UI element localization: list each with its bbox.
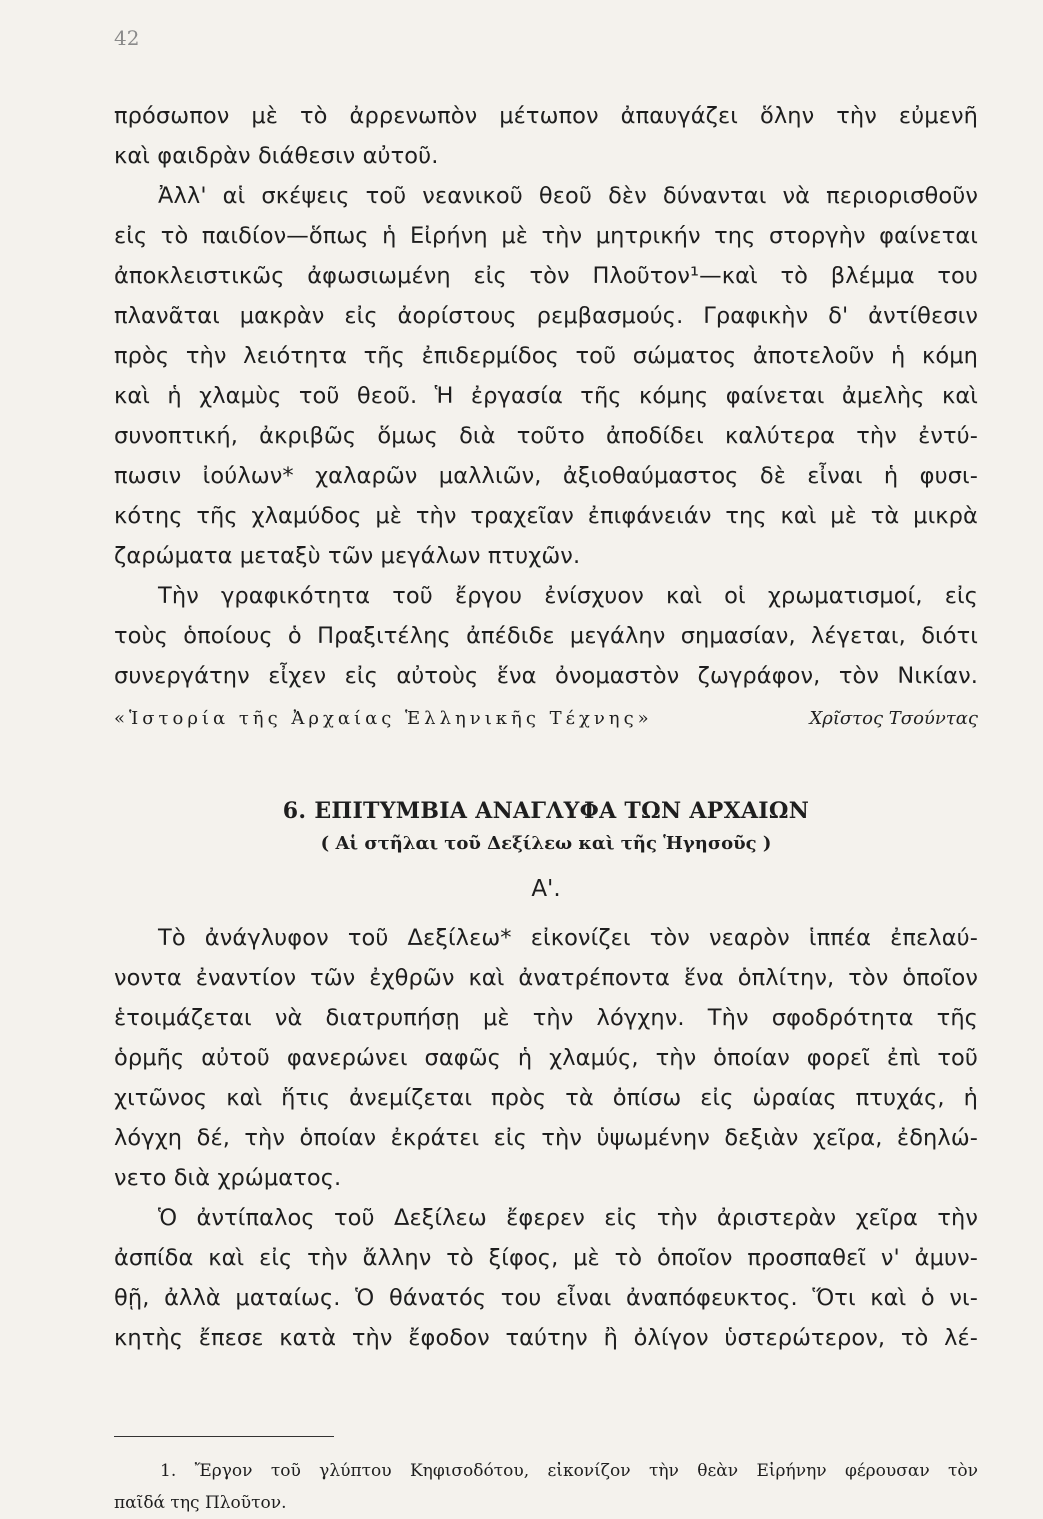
text-line: πρόσωπον μὲ τὸ ἀρρενωπὸν μέτωπον ἀπαυγάζει ὅλην τὴν εὐμενῆ (114, 103, 978, 129)
source-title: «Ἱστορία τῆς Ἀρχαίας Ἑλληνικῆς Τέχνης» (114, 708, 653, 729)
text-line: συνεργάτην εἶχεν εἰς αὐτοὺς ἕνα ὀνομαστὸν ζωγράφον, τὸν Νικίαν. (114, 663, 978, 689)
text-line: θῇ, ἀλλὰ ματαίως. Ὁ θάνατός του εἶναι ἀναπόφευκτος. Ὅτι καὶ ὁ νι- (114, 1285, 978, 1311)
text-line: πλανᾶται μακρὰν εἰς ἀορίστους ρεμβασμούς. Γραφικὴν δ' ἀντίθεσιν (114, 303, 978, 329)
text-line: εἰς τὸ παιδίον—ὅπως ἡ Εἰρήνη μὲ τὴν μητρικήν της στοργὴν φαίνεται (114, 223, 978, 249)
text-line: συνοπτική, ἀκριβῶς ὅμως διὰ τοῦτο ἀποδίδει καλύτερα τὴν ἐντύ- (114, 423, 978, 449)
page-number: 42 (114, 26, 140, 50)
text-line: νετο διὰ χρώματος. (114, 1165, 342, 1191)
text-line: καὶ φαιδρὰν διάθεσιν αὐτοῦ. (114, 143, 439, 169)
section-heading: 6. ΕΠΙΤΥΜΒΙΑ ΑΝΑΓΛΥΦΑ ΤΩΝ ΑΡΧΑΙΩΝ (282, 798, 810, 824)
section-subheading: ( Αἱ στῆλαι τοῦ Δεξίλεω καὶ τῆς Ἡγησοῦς ) (320, 833, 772, 854)
text-line: χιτῶνος καὶ ἥτις ἀνεμίζεται πρὸς τὰ ὀπίσω εἰς ὡραίας πτυχάς, ἡ (114, 1085, 978, 1111)
body-part-2 (114, 918, 978, 1358)
text-line: Ἀλλ' αἱ σκέψεις τοῦ νεανικοῦ θεοῦ δὲν δύνανται νὰ περιορισθοῦν (158, 183, 978, 209)
body-part-1 (114, 96, 978, 696)
paragraph (114, 576, 978, 696)
paragraph (114, 96, 978, 176)
text-line: Τὸ ἀνάγλυφον τοῦ Δεξίλεω* εἰκονίζει τὸν νεαρὸν ἱππέα ἐπελαύ- (158, 925, 978, 951)
footnote-line: 1. Ἔργον τοῦ γλύπτου Κηφισοδότου, εἰκονίζον τὴν θεὰν Εἰρήνην φέρουσαν τὸν (160, 1461, 978, 1481)
source-citation (114, 698, 978, 740)
paragraph (114, 918, 978, 1198)
section-heading-block (114, 794, 978, 912)
text-line: καὶ ἡ χλαμὺς τοῦ θεοῦ. Ἡ ἐργασία τῆς κόμης φαίνεται ἀμελὴς καὶ (114, 383, 978, 409)
text-line: τοὺς ὁποίους ὁ Πραξιτέλης ἀπέδιδε μεγάλην σημασίαν, λέγεται, διότι (114, 623, 978, 649)
footnote-line: παῖδά της Πλοῦτον. (114, 1493, 287, 1513)
source-author: Χρῖστος Τσούντας (809, 708, 978, 729)
paragraph (114, 1198, 978, 1358)
part-label: Α'. (531, 876, 561, 902)
footnote-divider (114, 1436, 334, 1437)
text-line: κότης τῆς χλαμύδος μὲ τὴν τραχεῖαν ἐπιφάνειάν της καὶ μὲ τὰ μικρὰ (114, 503, 978, 529)
footnotes (114, 1455, 978, 1519)
text-line: ὁρμῆς αὐτοῦ φανερώνει σαφῶς ἡ χλαμύς, τὴν ὁποίαν φορεῖ ἐπὶ τοῦ (114, 1045, 978, 1071)
text-line: ἀσπίδα καὶ εἰς τὴν ἄλλην τὸ ξίφος, μὲ τὸ ὁποῖον προσπαθεῖ ν' ἀμυν- (114, 1245, 978, 1271)
text-line: ζαρώματα μεταξὺ τῶν μεγάλων πτυχῶν. (114, 543, 581, 569)
paragraph (114, 176, 978, 576)
text-line: Τὴν γραφικότητα τοῦ ἔργου ἐνίσχυον καὶ οἱ χρωματισμοί, εἰς (158, 583, 978, 609)
text-line: πρὸς τὴν λειότητα τῆς ἐπιδερμίδος τοῦ σώματος ἀποτελοῦν ἡ κόμη (114, 343, 978, 369)
text-column (114, 96, 978, 1519)
text-line: λόγχη δέ, τὴν ὁποίαν ἐκράτει εἰς τὴν ὑψωμένην δεξιὰν χεῖρα, ἐδηλώ- (114, 1125, 978, 1151)
text-line: ἑτοιμάζεται νὰ διατρυπήσῃ μὲ τὴν λόγχην. Τὴν σφοδρότητα τῆς (114, 1005, 978, 1031)
text-line: πωσιν ἰούλων* χαλαρῶν μαλλιῶν, ἀξιοθαύμαστος δὲ εἶναι ἡ φυσι- (114, 463, 978, 489)
text-line: κητὴς ἔπεσε κατὰ τὴν ἔφοδον ταύτην ἢ ὀλίγον ὑστερώτερον, τὸ λέ- (114, 1325, 978, 1351)
text-line: Ὁ ἀντίπαλος τοῦ Δεξίλεω ἔφερεν εἰς τὴν ἀριστερὰν χεῖρα τὴν (158, 1205, 978, 1231)
text-line: νοντα ἐναντίον τῶν ἐχθρῶν καὶ ἀνατρέποντα ἕνα ὁπλίτην, τὸν ὁποῖον (114, 965, 978, 991)
text-line: ἀποκλειστικῶς ἀφωσιωμένη εἰς τὸν Πλοῦτον¹—καὶ τὸ βλέμμα του (114, 263, 978, 289)
